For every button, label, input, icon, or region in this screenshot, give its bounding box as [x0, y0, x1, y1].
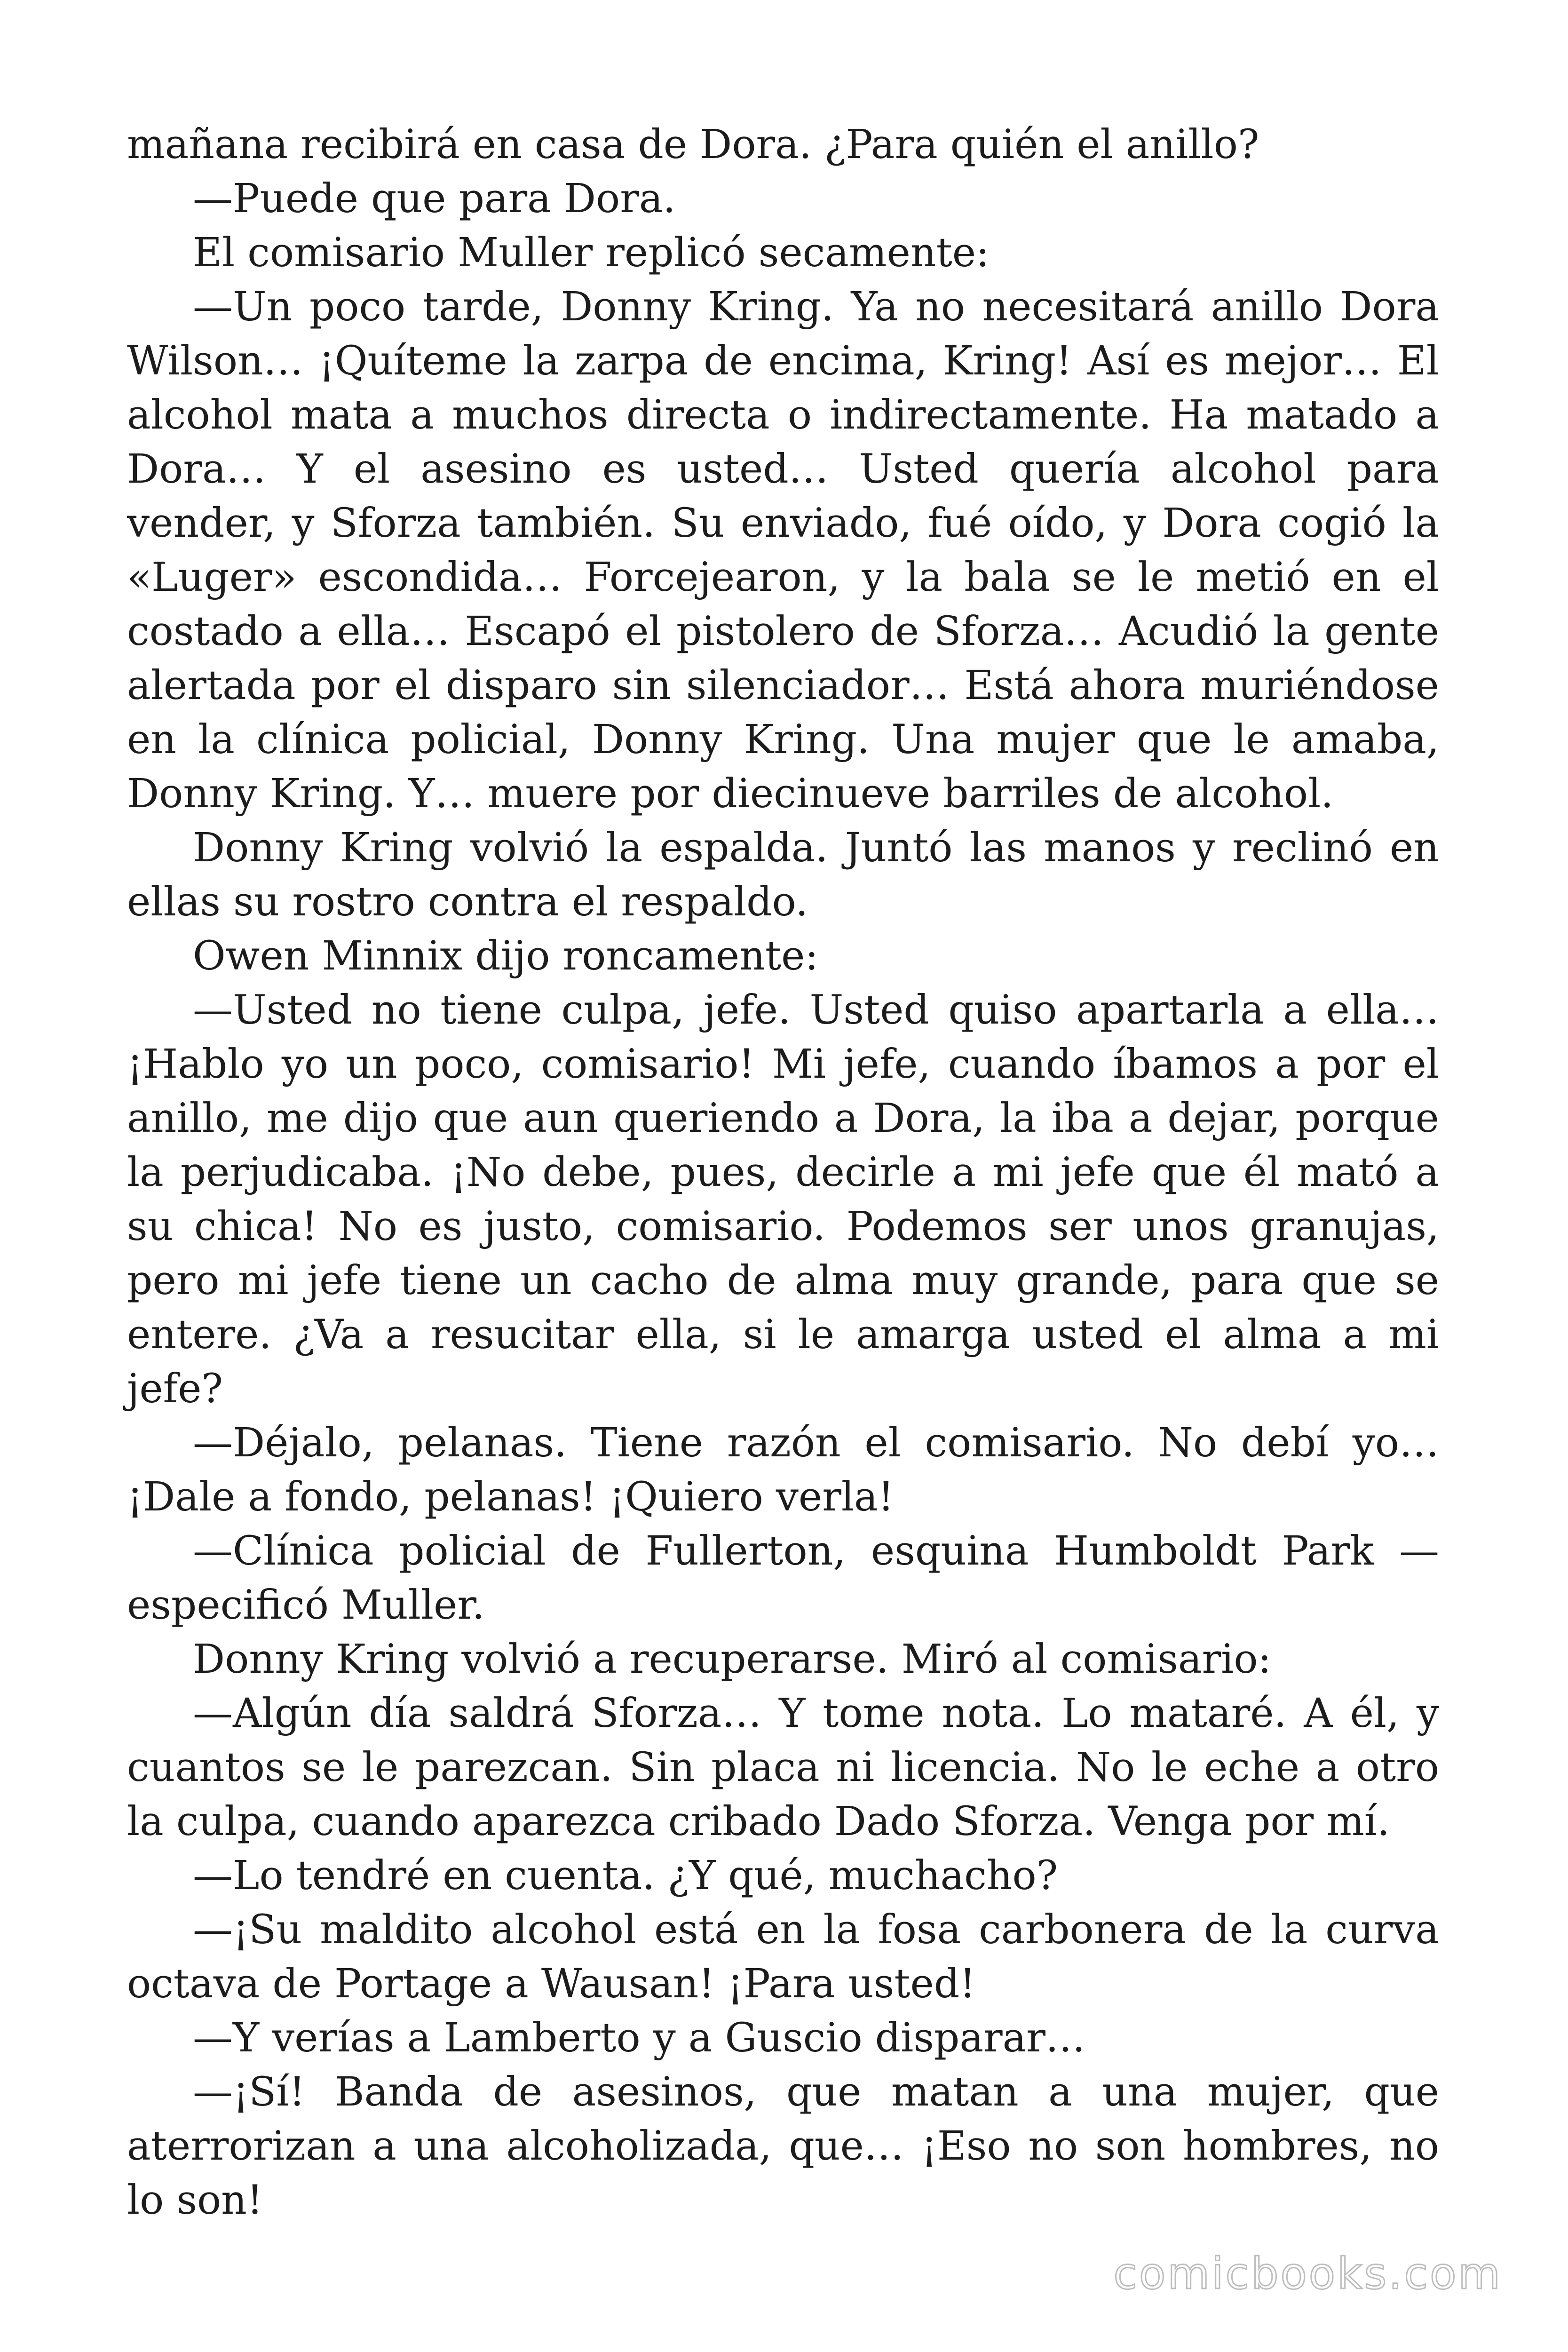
watermark: comicbooks.com — [1113, 2249, 1502, 2299]
paragraph: El comisario Muller replicó secamente: — [193, 230, 990, 276]
paragraph: Donny Kring volvió la espalda. Juntó las manos y reclinó en ellas su rostro contra el respaldo. — [127, 825, 1439, 925]
paragraph: —Clínica policial de Fullerton, esquina Humboldt Park —especificó Muller. — [127, 1528, 1439, 1629]
paragraph: —Déjalo, pelanas. Tiene razón el comisario. No debí yo… ¡Dale a fondo, pelanas! ¡Quiero verla! — [127, 1420, 1439, 1520]
page-body — [127, 118, 1439, 2227]
paragraph: mañana recibirá en casa de Dora. ¿Para quién el anillo? — [127, 121, 1259, 168]
paragraph: —¡Sí! Banda de asesinos, que matan a una mujer, que aterrorizan a una alcoholizada, que… ¡Eso no son hombres, no lo son! — [127, 2069, 1439, 2224]
paragraph: Owen Minnix dijo roncamente: — [193, 933, 819, 979]
paragraph: —Usted no tiene culpa, jefe. Usted quiso apartarla a ella… ¡Hablo yo un poco, comisario! Mi jefe, cuando íbamos a por el anillo, me dijo que aun queriendo a Dora, la iba a dejar, porque la perjudicaba. ¡No debe, pues, decirle a mi jefe que él mató a su chica! No es justo, comisario. Podemos ser unos granujas, pero mi jefe tiene un cacho de alma muy grande, para que se entere. ¿Va a resucitar ella, si le amarga usted el alma a mi jefe? — [127, 987, 1439, 1412]
paragraph: —Puede que para Dora. — [193, 175, 676, 222]
paragraph: Donny Kring volvió a recuperarse. Miró al comisario: — [193, 1636, 1272, 1683]
paragraph: —Lo tendré en cuenta. ¿Y qué, muchacho? — [193, 1852, 1058, 1899]
paragraph: —Y verías a Lamberto y a Guscio disparar… — [193, 2015, 1085, 2061]
paragraph: —Un poco tarde, Donny Kring. Ya no necesitará anillo Dora Wilson… ¡Quíteme la zarpa de encima, Kring! Así es mejor… El alcohol mata a muchos directa o indirectamente. Ha matado a Dora… Y el asesino es usted… Usted quería alcohol para vender, y Sforza también. Su enviado, fué oído, y Dora cogió la «Luger» escondida… Forcejearon, y la bala se le metió en el costado a ella… Escapó el pistolero de Sforza… Acudió la gente alertada por el disparo sin silenciador… Está ahora muriéndose en la clínica policial, Donny Kring. Una mujer que le amaba, Donny Kring. Y… muere por diecinueve barriles de alcohol. — [127, 284, 1439, 817]
paragraph: —Algún día saldrá Sforza… Y tome nota. Lo mataré. A él, y cuantos se le parezcan. Sin placa ni licencia. No le eche a otro la culpa, cuando aparezca cribado Dado Sforza. Venga por mí. — [127, 1690, 1439, 1845]
paragraph: —¡Su maldito alcohol está en la fosa carbonera de la curva octava de Portage a Wausan! ¡Para usted! — [127, 1907, 1439, 2007]
